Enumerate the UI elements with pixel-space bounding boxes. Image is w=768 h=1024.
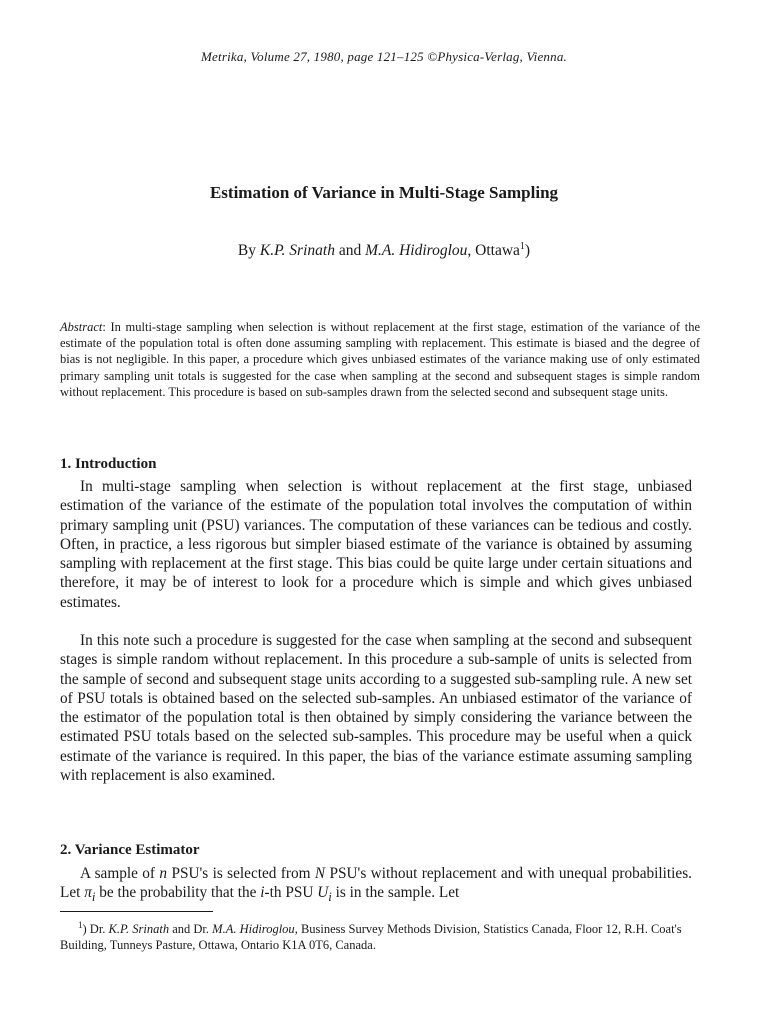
byline-and: and [338,242,362,260]
text-run: be the probability that the [95,884,261,902]
author-name: K.P. Srinath [259,242,335,260]
text-run: PSU's is selected from [167,865,315,882]
footnote [60,917,710,953]
byline [0,241,768,260]
math-symbol: i [260,884,265,902]
byline-by: By [237,242,256,260]
section-heading: 2. Variance Estimator [60,842,200,858]
paragraph [60,864,692,908]
author-name: M.A. Hidiroglou [365,242,468,260]
text-run: is in the sample. Let [331,884,460,902]
paper-title: Estimation of Variance in Multi-Stage Sampling [209,183,559,202]
author-name: K.P. Srinath [108,922,170,937]
abstract-label: Abstract [60,320,103,334]
text-run: ) Dr. [82,922,109,937]
paragraph: In this note such a procedure is suggested for the case when sampling at the second and subsequent stages is simple random without replacement. In this procedure a sub-sample of units is selected from the sample of second and subsequent stage units according to a suggested sub-sampling rule. A new set of PSU totals is obtained based on the selected sub-samples. An unbiased estimator of the variance of the estimator of the population total is then obtained by simply considering the variance between the estimated PSU totals based on the selected sub-samples. This procedure may be useful when a quick estimate of the variance is required. In this paper, the bias of the variance estimate assuming sampling with replacement is also examined. [60,632,692,785]
footnote-marker: 1 [78,920,83,930]
footnote-marker: 1 [519,241,525,252]
abstract-text: : In multi-stage sampling when selection is without replacement at the first stage, estimation of the variance of the estimate of the population total is often done assuming sampling with replacement. This estimate is biased and the degree of bias is not negligible. In this paper, a procedure which gives unbiased estimates of the variance making use of only estimated primary sampling unit totals is suggested for the case when sampling at the second and subsequent stages is simple random without replacement. This procedure is based on sub-samples drawn from the selected second and subsequent stage units. [60,320,700,399]
math-symbol: N [314,865,326,882]
text-run: -th PSU [264,884,318,902]
author-name: M.A. Hidiroglou [212,922,295,937]
byline-place: , Ottawa [467,242,520,260]
math-symbol: U [317,884,329,902]
footnote-rule [60,911,213,912]
math-subscript: i [91,890,96,905]
text-run: and Dr. [169,922,213,937]
text-run: , Business Survey Methods Division, Statistics Canada, Floor 12, R.H. Coat's Building, Tunneys Pasture, Ottawa, Ontario K1A 0T6, Canada. [60,922,682,953]
section-heading: 1. Introduction [60,456,157,472]
math-subscript: i [328,890,332,905]
math-symbol: n [159,865,168,882]
paragraph: In multi-stage sampling when selection is without replacement at the first stage, unbiased estimation of the variance of the estimate of the population total involves the computation of within primary sampling unit (PSU) variances. The computation of these variances can be tedious and costly. Often, in practice, a less rigorous but simpler biased estimate of the variance is obtained by assuming sampling with replacement at the first stage. This bias could be quite large under certain situations and therefore, it may be of interest to look for a procedure which is simple and which gives unbiased estimates. [60,478,692,611]
abstract [60,319,700,400]
text-run: PSU's without replacement and with unequal probabilities. Let [60,865,692,902]
text-run: A sample of [80,865,160,882]
byline-close: ) [524,242,531,260]
math-symbol: π [84,884,92,902]
running-head: Metrika, Volume 27, 1980, page 121–125 ©Physica-Verlag, Vienna. [201,49,567,64]
